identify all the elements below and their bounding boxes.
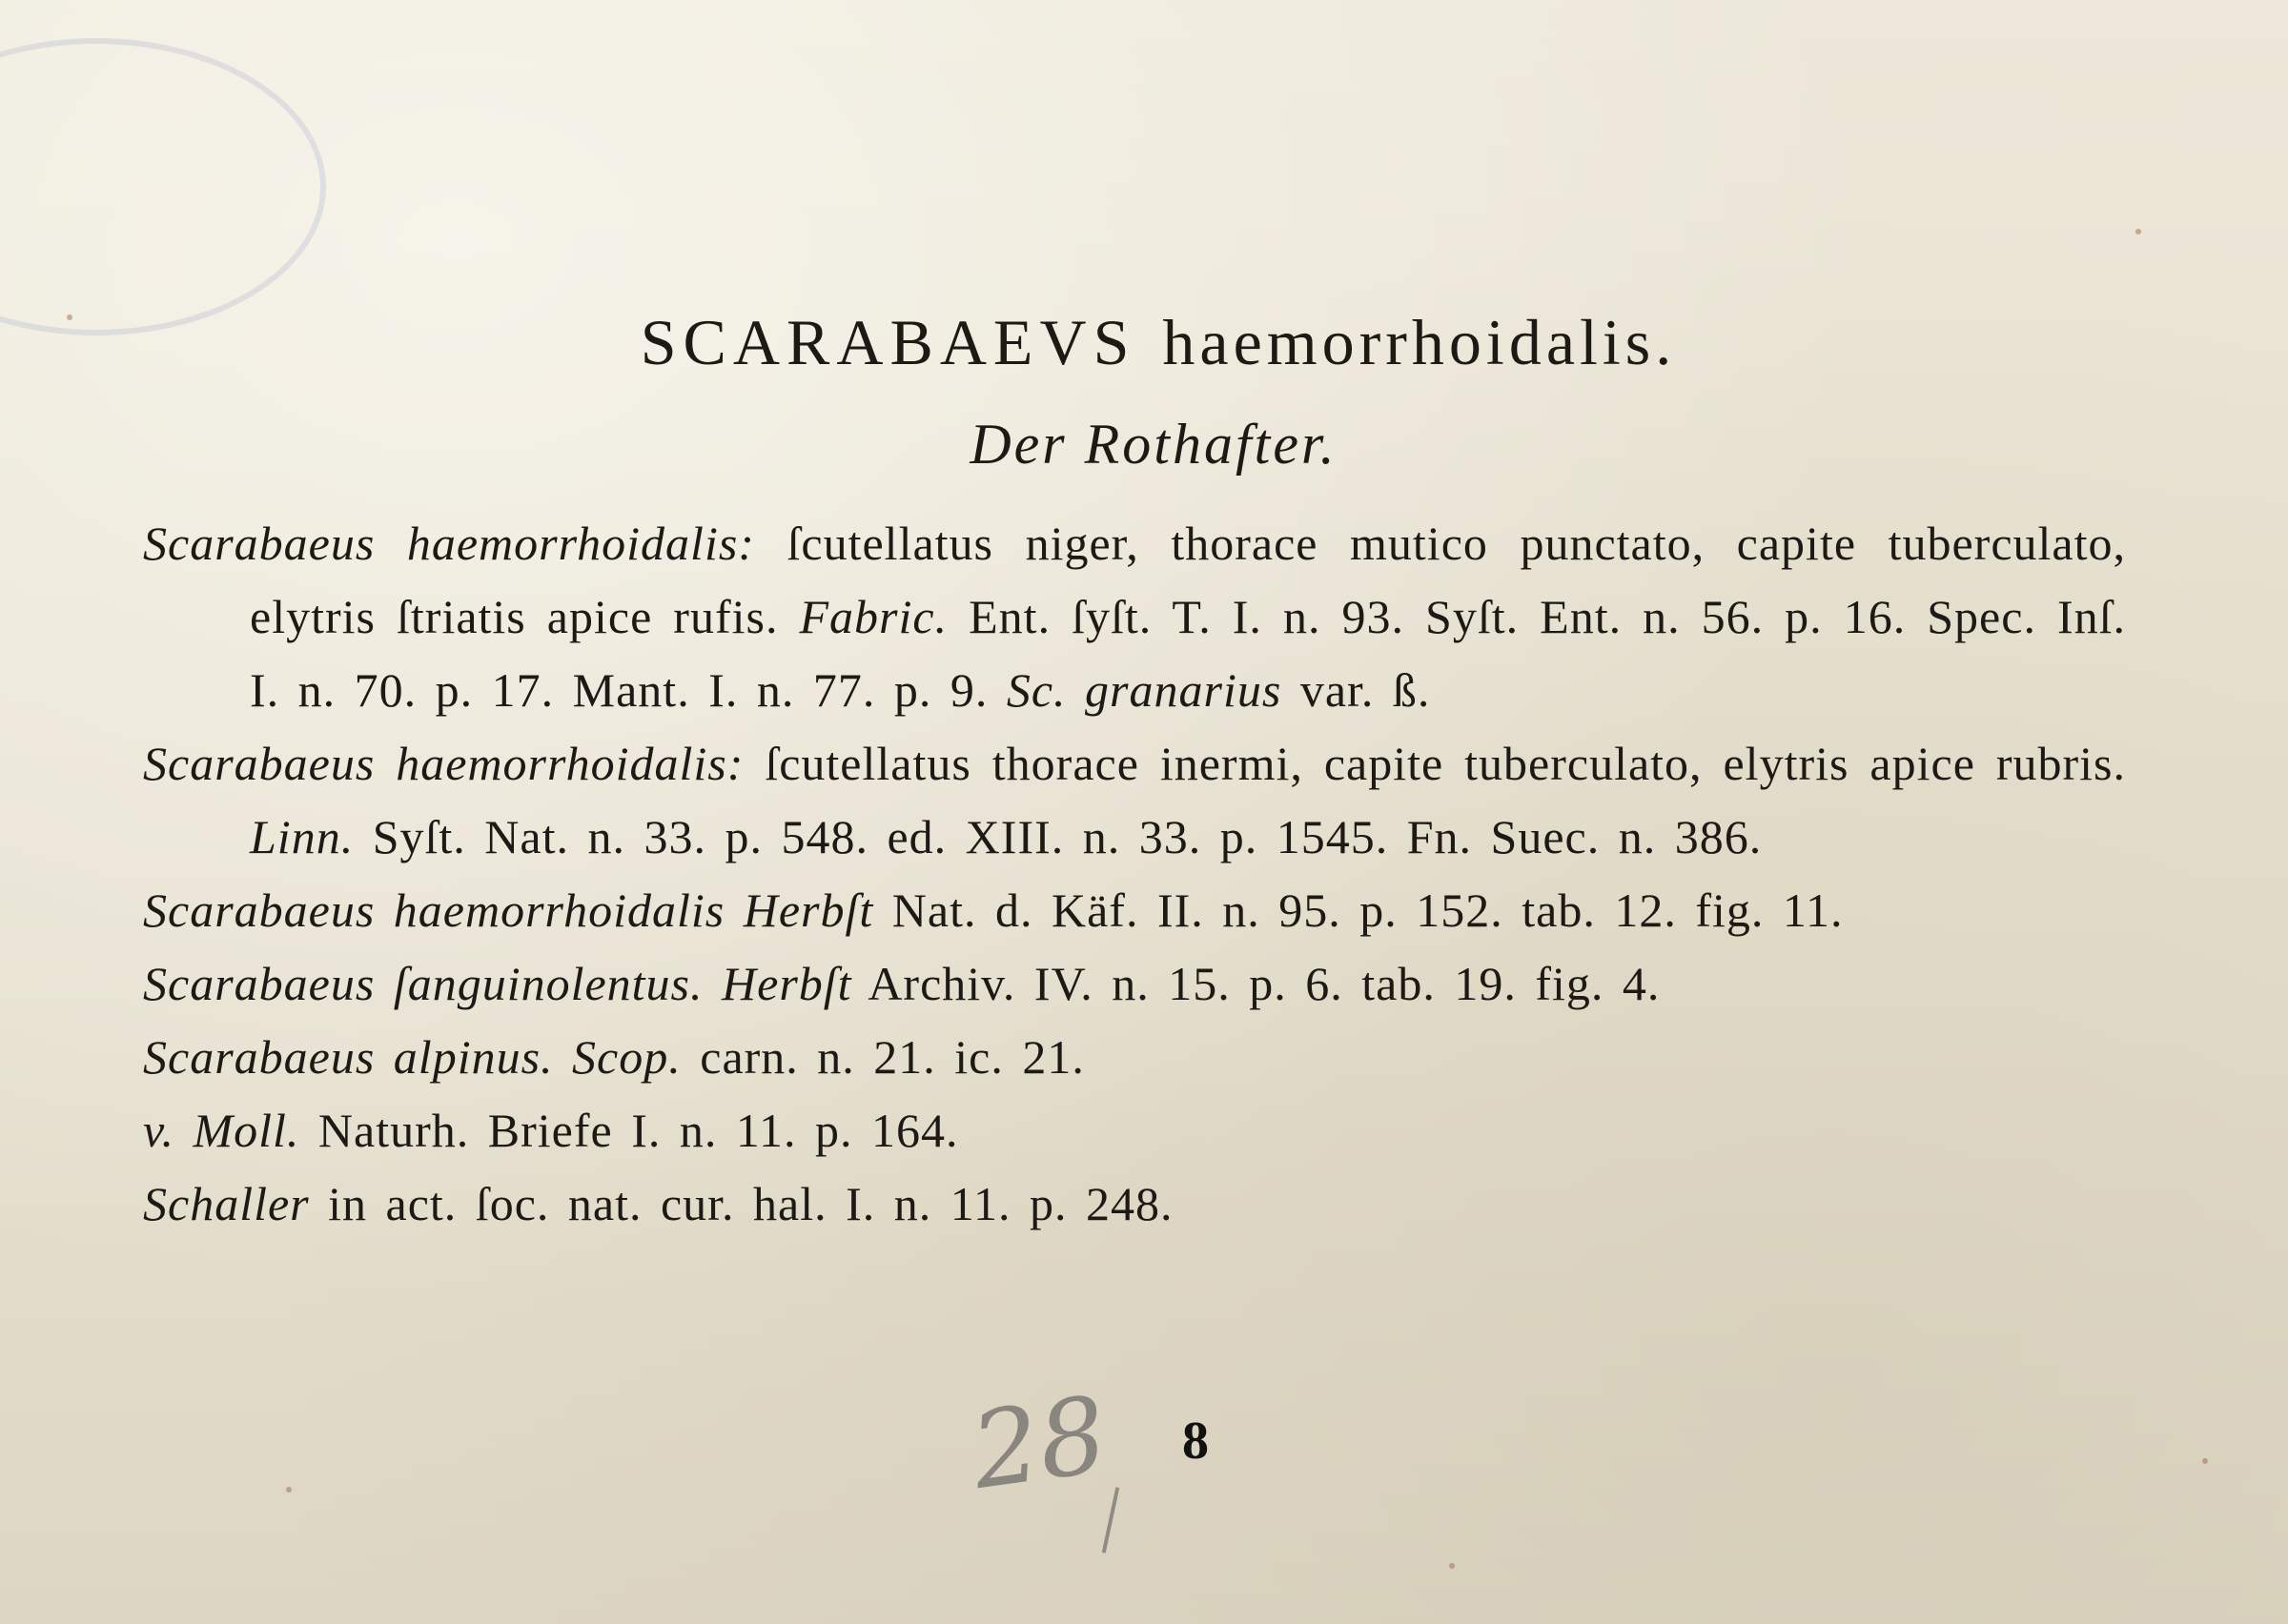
paper-speck: [286, 1487, 292, 1492]
synonym-author: Herbſt: [722, 957, 852, 1010]
synonym-entry: [143, 1167, 2126, 1241]
synonym-author: Herbſt: [743, 883, 874, 937]
synonym-name: Schaller: [143, 1177, 310, 1230]
paper-speck: [2202, 1458, 2208, 1464]
synonym-author: Scop.: [572, 1030, 682, 1084]
synonym-reference: carn. n. 21. ic. 21.: [700, 1030, 1085, 1084]
synonym-extra-name: Sc. granarius: [1006, 663, 1282, 717]
synonym-name: v. Moll.: [143, 1104, 300, 1157]
synonym-name: Scarabaeus haemorrhoidalis: [143, 883, 725, 937]
paper-speck: [2135, 229, 2141, 234]
synonym-entry: [143, 507, 2126, 727]
synonym-entry: [143, 947, 2126, 1021]
title-species: haemorrhoidalis.: [1162, 306, 1677, 378]
synonym-reference: Ent. ſyſt. T. I. n. 93. Syſt. Ent. n. 56. p. 16. Spec. Inſ. I. n. 70. p. 17. Mant. I. n. 77. p. 9.: [250, 590, 2127, 717]
synonym-author: Linn.: [250, 810, 355, 863]
synonym-name: Scarabaeus ſanguinolentus.: [143, 957, 704, 1010]
synonym-description: ſcutellatus niger, thorace mutico punctato, capite tuberculato, elytris ſtriatis apice rufis.: [250, 517, 2126, 643]
handwritten-number: 28: [964, 1372, 1114, 1513]
signature-mark: 8: [1182, 1411, 1209, 1471]
synonym-author: Fabric.: [799, 590, 949, 643]
synonym-extra: var. ß.: [1299, 663, 1431, 717]
synonym-name: Scarabaeus haemorrhoidalis:: [143, 737, 745, 790]
library-stamp-faint: [0, 38, 326, 335]
paper-speck: [1449, 1563, 1455, 1569]
synonym-name: Scarabaeus alpinus.: [143, 1030, 554, 1084]
synonym-entry: [143, 874, 2126, 947]
synonym-list: [143, 507, 2126, 1241]
handwritten-stroke: [1102, 1487, 1119, 1553]
synonym-reference: Syſt. Nat. n. 33. p. 548. ed. XIII. n. 33. p. 1545. Fn. Suec. n. 386.: [372, 810, 1763, 863]
synonym-reference: Archiv. IV. n. 15. p. 6. tab. 19. fig. 4.: [868, 957, 1661, 1010]
synonym-reference: Nat. d. Käf. II. n. 95. p. 152. tab. 12. fig. 11.: [891, 883, 1844, 937]
synonym-entry: [143, 1021, 2126, 1094]
synonym-entry: [143, 727, 2126, 874]
title-genus: SCARABAEVS: [640, 306, 1136, 378]
synonym-reference: Naturh. Briefe I. n. 11. p. 164.: [317, 1104, 959, 1157]
common-name: Der Rothafter.: [970, 413, 1338, 476]
synonym-entry: [143, 1094, 2126, 1167]
page-title: [0, 305, 2288, 380]
synonym-name: Scarabaeus haemorrhoidalis:: [143, 517, 755, 570]
synonym-reference: in act. ſoc. nat. cur. hal. I. n. 11. p. 248.: [328, 1177, 1174, 1230]
synonym-description: ſcutellatus thorace inermi, capite tuberculato, elytris apice rubris.: [765, 737, 2126, 790]
